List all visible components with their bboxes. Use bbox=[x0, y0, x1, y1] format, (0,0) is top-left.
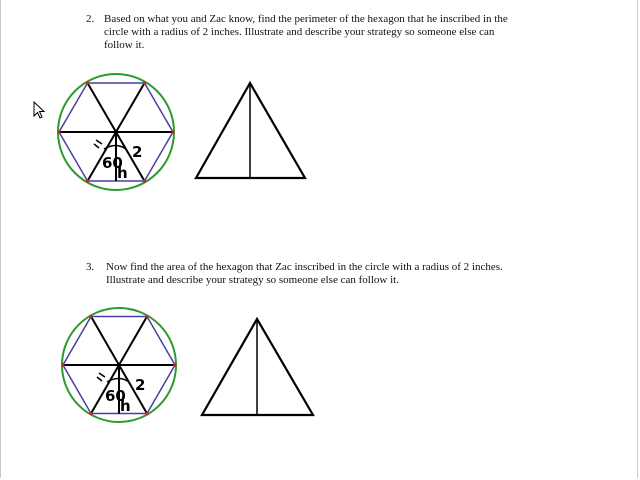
question-line: follow it. bbox=[104, 39, 145, 51]
side-label: 2 bbox=[132, 143, 143, 161]
question-number: 2. bbox=[86, 13, 95, 25]
question-number: 3. bbox=[86, 261, 95, 273]
triangle-figure-2 bbox=[199, 316, 317, 420]
tick-marks bbox=[97, 373, 105, 381]
hexagon-circle-figure-1 bbox=[50, 70, 182, 194]
question-line: circle with a radius of 2 inches. Illustrate and describe your strategy so someone else can bbox=[104, 26, 495, 38]
angle-label: 60 bbox=[105, 387, 126, 405]
angle-label: 60 bbox=[102, 154, 123, 172]
triangle-figure-1 bbox=[193, 80, 309, 182]
question-text bbox=[106, 261, 546, 287]
question-line: Now find the area of the hexagon that Zac inscribed in the circle with a radius of 2 inches. bbox=[106, 261, 503, 273]
question-line: Illustrate and describe your strategy so someone else can follow it. bbox=[106, 274, 399, 286]
height-label: h bbox=[120, 397, 131, 415]
side-label: 2 bbox=[135, 376, 146, 394]
height-label: h bbox=[117, 164, 128, 182]
question-text bbox=[104, 13, 549, 52]
hexagon-circle-figure-2 bbox=[53, 303, 185, 427]
tick-marks bbox=[94, 140, 102, 148]
mouse-pointer-icon bbox=[33, 101, 47, 121]
question-line: Based on what you and Zac know, find the perimeter of the hexagon that he inscribed in the bbox=[104, 13, 508, 25]
